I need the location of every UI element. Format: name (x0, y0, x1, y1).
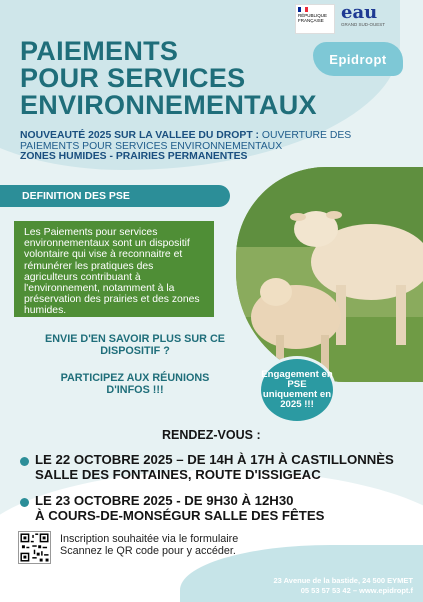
eau-logo-text: eau (341, 2, 378, 23)
engagement-badge (258, 356, 336, 424)
qr-code[interactable] (18, 531, 51, 564)
republique-francaise-logo (295, 4, 335, 34)
cows-illustration (236, 167, 423, 382)
subtitle (20, 131, 410, 163)
footer-address: 23 Avenue de la bastide, 24 500 EYMET (273, 576, 413, 585)
footer-contact (273, 576, 413, 595)
eau-grand-sud-ouest-logo (341, 4, 391, 34)
rendez-vous-heading: RENDEZ-VOUS : (162, 428, 261, 442)
inscription-line-1: Inscription souhaitée via le formulaire (60, 533, 239, 545)
title-line-1: PAIEMENTS (20, 36, 179, 66)
cows-photo (236, 167, 423, 382)
footer-phone-web[interactable]: 05 53 57 53 42 – www.epidropt.f (300, 585, 413, 595)
bullet-icon (20, 498, 29, 507)
title-line-3: ENVIRONNEMENTAUX (20, 90, 317, 120)
event-1-line-2: SALLE DES FONTAINES, ROUTE D'ISSIGEAC (35, 467, 321, 482)
definition-heading-label: DEFINITION DES PSE (22, 190, 130, 202)
flag-icon (298, 7, 308, 12)
qr-code-icon (19, 532, 50, 563)
event-2-line-2: À COURS-DE-MONSÉGUR SALLE DES FÊTES (35, 508, 325, 523)
inscription-text (60, 533, 238, 557)
reunions-text: PARTICIPEZ AUX RÉUNIONS D'INFOS !!! (60, 372, 210, 396)
epidropt-logo-text: Epidropt (329, 51, 387, 67)
event-2-line-1: LE 23 OCTOBRE 2025 - DE 9H30 À 12H30 (35, 493, 294, 508)
subtitle-bold: NOUVEAUTÉ 2025 SUR LA VALLEE DU DROPT : (20, 130, 260, 141)
title-line-2: POUR SERVICES (20, 63, 246, 93)
page-title (20, 38, 380, 119)
definition-box (14, 221, 214, 317)
subtitle-regular: OUVERTURE DES PAIEMENTS POUR SERVICES ENVIRONNEMENTAUX (20, 130, 352, 152)
eau-logo-subtext: GRAND SUD-OUEST (341, 22, 386, 27)
event-item (20, 493, 324, 523)
engagement-badge-text: Engagement en PSE uniquement en 2025 !!! (261, 368, 333, 411)
rf-line2: FRANÇAISE (298, 18, 324, 23)
definition-body: Les Paiements pour services environnementaux sont un dispositif volontaire qui vise à reconnaitre et rémunérer les pratiques des agriculteurs contribuant à l'environnement, notamment à la préservation des prairies et des zones humides. (24, 227, 200, 317)
definition-heading (0, 185, 230, 207)
bullet-icon (20, 457, 29, 466)
inscription-line-2: Scannez le QR code pour y accéder. (60, 545, 236, 557)
rf-line1: RÉPUBLIQUE (298, 13, 328, 18)
subtitle-line-3: ZONES HUMIDES - PRAIRIES PERMANENTES (20, 151, 248, 162)
envie-text: ENVIE D'EN SAVOIR PLUS SUR CE DISPOSITIF ? (45, 333, 225, 357)
event-1-line-1: LE 22 OCTOBRE 2025 – DE 14H À 17H À CASTILLONNÈS (35, 452, 394, 467)
event-item (20, 452, 394, 482)
